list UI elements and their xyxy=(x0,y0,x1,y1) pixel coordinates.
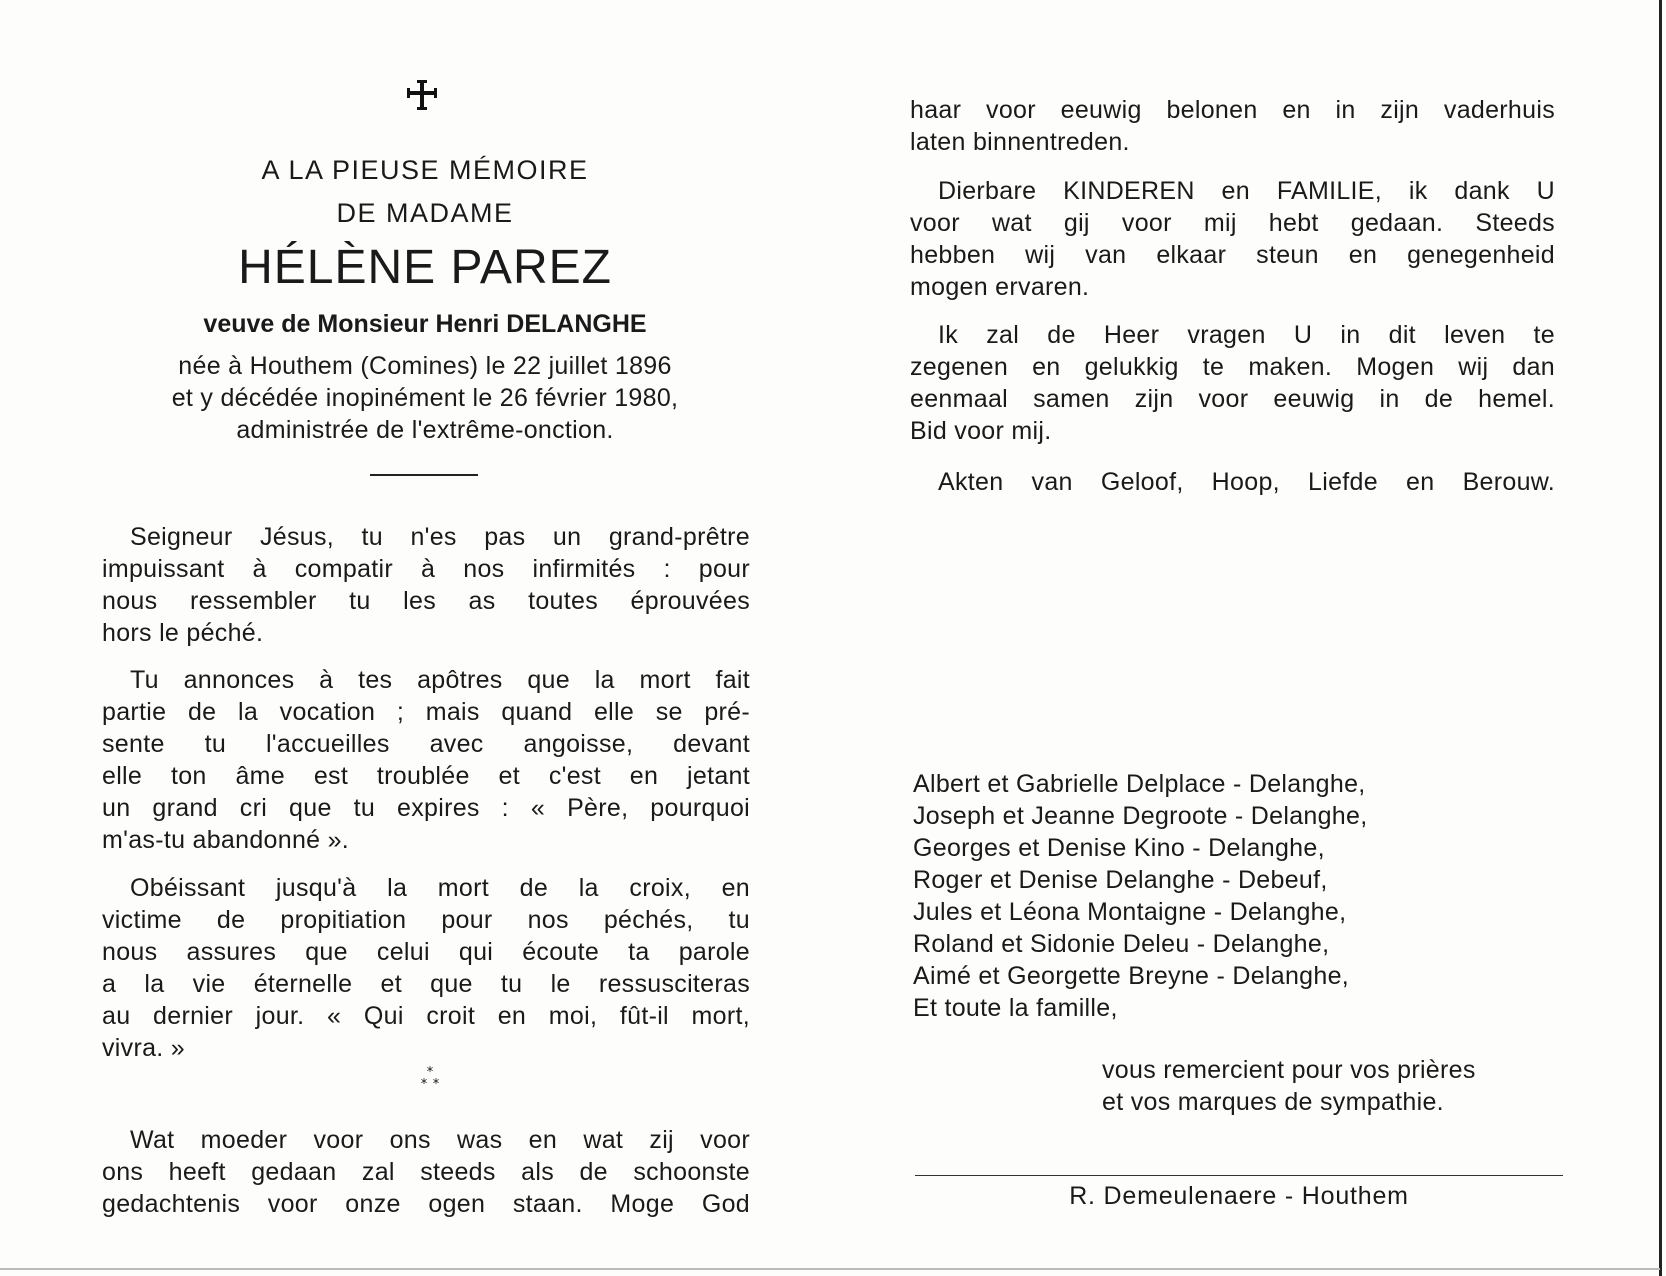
dutch-paragraph-1 xyxy=(102,1124,750,1220)
svg-text:*: * xyxy=(426,1066,434,1080)
death-line: et y décédée inopinément le 26 février 1980, xyxy=(171,384,679,412)
paragraph-line: Wat moeder voor ons was en wat zij voor xyxy=(130,1126,750,1154)
printer-credit: R. Demeulenaere - Houthem xyxy=(1069,1182,1409,1210)
long-divider xyxy=(915,1175,1563,1176)
card-edge-right xyxy=(1659,0,1662,1276)
dutch-paragraph-3 xyxy=(910,175,1555,303)
dutch-paragraph-4 xyxy=(910,319,1555,447)
paragraph-line: elle ton âme est troublée et c'est en jetant xyxy=(102,762,750,790)
memory-heading: A LA PIEUSE MÉMOIRE xyxy=(261,155,589,185)
prayer-paragraph-1 xyxy=(102,521,750,649)
paragraph-line: mogen ervaren. xyxy=(910,273,1090,301)
paragraph-line: laten binnentreden. xyxy=(910,128,1130,156)
prayer-paragraph-2 xyxy=(102,664,750,856)
paragraph-line: m'as-tu abandonné ». xyxy=(102,826,350,854)
family-member: Albert et Gabrielle Delplace - Delanghe, xyxy=(913,770,1366,798)
deceased-name: HÉLÈNE PAREZ xyxy=(238,241,612,294)
thanks-line: et vos marques de sympathie. xyxy=(1102,1088,1444,1116)
family-member: Roland et Sidonie Deleu - Delanghe, xyxy=(913,930,1330,958)
svg-text:*: * xyxy=(420,1077,428,1092)
paragraph-line: sente tu l'accueilles avec angoisse, devant xyxy=(102,730,750,758)
dutch-paragraph-2 xyxy=(910,94,1555,158)
paragraph-line: Obéissant jusqu'à la mort de la croix, en xyxy=(130,874,750,902)
paragraph-line: nous assures que celui qui écoute ta parole xyxy=(102,938,750,966)
paragraph-line: victime de propitiation pour nos péchés, tu xyxy=(102,906,750,934)
paragraph-line: Bid voor mij. xyxy=(910,417,1052,445)
paragraph-line: zegenen en gelukkig te maken. Mogen wij dan xyxy=(910,353,1555,381)
paragraph-line: Tu annonces à tes apôtres que la mort fait xyxy=(130,666,750,694)
paragraph-line: au dernier jour. « Qui croit en moi, fût-il mort, xyxy=(102,1002,750,1030)
rites-line: administrée de l'extrême-onction. xyxy=(236,416,614,444)
paragraph-line: hors le péché. xyxy=(102,619,264,647)
paragraph-line: Ik zal de Heer vragen U in dit leven te xyxy=(938,321,1555,349)
acts-line xyxy=(910,466,1555,498)
family-member: Jules et Léona Montaigne - Delanghe, xyxy=(913,898,1347,926)
paragraph-line: Dierbare KINDEREN en FAMILIE, ik dank U xyxy=(938,177,1555,205)
widow-line: veuve de Monsieur Henri DELANGHE xyxy=(203,310,647,338)
cross-icon xyxy=(405,78,439,112)
paragraph-line: hebben wij van elkaar steun en genegenheid xyxy=(910,241,1555,269)
card-edge-bottom xyxy=(0,1268,1660,1270)
paragraph-line: haar voor eeuwig belonen en in zijn vaderhuis xyxy=(910,96,1555,124)
family-member: Roger et Denise Delanghe - Debeuf, xyxy=(913,866,1328,894)
family-member: Aimé et Georgette Breyne - Delanghe, xyxy=(913,962,1350,990)
prayer-paragraph-3 xyxy=(102,872,750,1064)
family-member: Georges et Denise Kino - Delanghe, xyxy=(913,834,1325,862)
birth-line: née à Houthem (Comines) le 22 juillet 1896 xyxy=(178,352,672,380)
paragraph-line: voor wat gij voor mij hebt gedaan. Steeds xyxy=(910,209,1555,237)
madame-heading: DE MADAME xyxy=(336,198,514,228)
paragraph-line: Seigneur Jésus, tu n'es pas un grand-prêtre xyxy=(130,523,750,551)
paragraph-line: gedachtenis voor onze ogen staan. Moge God xyxy=(102,1190,750,1218)
svg-text:*: * xyxy=(432,1077,440,1092)
paragraph-line: Akten van Geloof, Hoop, Liefde en Berouw. xyxy=(938,468,1555,496)
asterism-icon xyxy=(415,1066,445,1092)
paragraph-line: partie de la vocation ; mais quand elle se pré- xyxy=(102,698,750,726)
paragraph-line: impuissant à compatir à nos infirmités : pour xyxy=(102,555,750,583)
paragraph-line: a la vie éternelle et que tu le ressusciteras xyxy=(102,970,750,998)
paragraph-line: ons heeft gedaan zal steeds als de schoonste xyxy=(102,1158,750,1186)
short-divider xyxy=(370,474,478,476)
family-member: Et toute la famille, xyxy=(913,994,1118,1022)
paragraph-line: un grand cri que tu expires : « Père, pourquoi xyxy=(102,794,750,822)
paragraph-line: nous ressembler tu les as toutes éprouvées xyxy=(102,587,750,615)
family-member: Joseph et Jeanne Degroote - Delanghe, xyxy=(913,802,1368,830)
paragraph-line: vivra. » xyxy=(102,1034,185,1062)
family-list xyxy=(913,768,1367,1024)
paragraph-line: eenmaal samen zijn voor eeuwig in de hemel. xyxy=(910,385,1555,413)
thanks-line: vous remercient pour vos prières xyxy=(1102,1056,1476,1084)
thanks-note xyxy=(1102,1054,1476,1118)
